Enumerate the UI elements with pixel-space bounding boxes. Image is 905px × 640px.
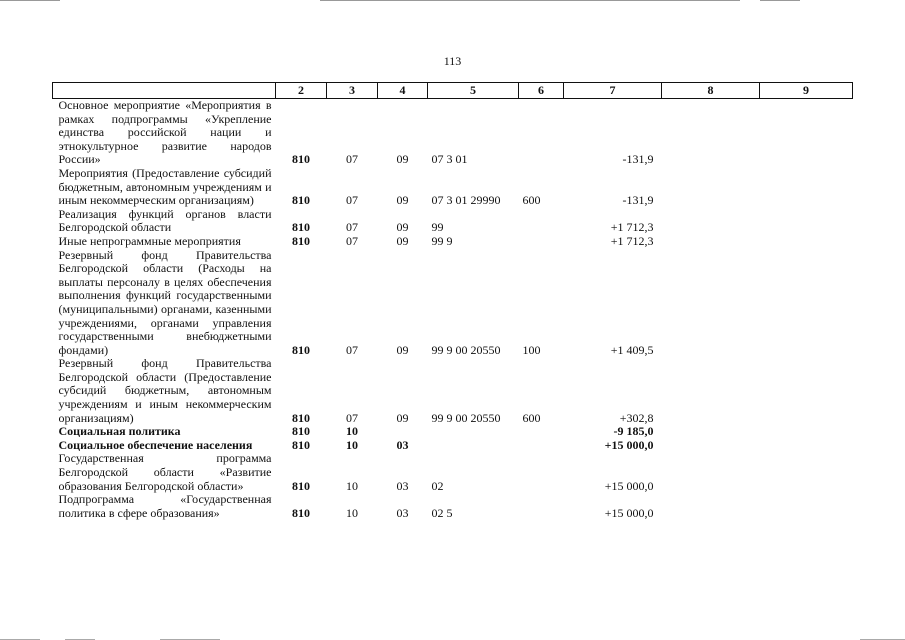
table-body [53, 99, 853, 521]
table-header-row [53, 83, 853, 99]
row-col-9 [760, 439, 853, 453]
row-description: Государственная программа Белгородской области «Развитие образования Белгородской области» [58, 451, 272, 493]
header-cell: 9 [760, 83, 853, 99]
row-col-9 [760, 425, 853, 439]
table-row [53, 493, 853, 520]
row-section-code: 07 [346, 342, 358, 357]
table-row [53, 439, 853, 453]
table-row [53, 99, 853, 167]
row-ministry-code: 810 [292, 505, 310, 520]
row-section-code: 10 [346, 424, 358, 439]
row-description: Социальная политика [58, 424, 181, 439]
row-expense-type [519, 452, 564, 493]
row-amount: -9 185,0 [613, 424, 654, 439]
row-target-article: 07 3 01 [431, 152, 468, 167]
row-section-code: 10 [346, 505, 358, 520]
row-amount: +15 000,0 [604, 505, 654, 520]
row-amount: -131,9 [622, 193, 654, 208]
page-number: 113 [443, 54, 462, 68]
row-expense-type [519, 235, 564, 249]
table-row [53, 235, 853, 249]
row-ministry-code: 810 [292, 478, 310, 493]
header-cell: 4 [378, 83, 428, 99]
row-subsection-code: 09 [396, 220, 409, 235]
row-amount: +15 000,0 [604, 437, 654, 452]
row-amount: +1 712,3 [610, 233, 654, 248]
row-col-8 [662, 493, 760, 520]
row-target-article: 99 9 00 20550 [431, 410, 501, 425]
row-ministry-code: 810 [292, 410, 310, 425]
row-col-8 [662, 249, 760, 358]
row-expense-type: 600 [522, 410, 541, 425]
row-section-code: 07 [346, 220, 358, 235]
row-col-9 [760, 493, 853, 520]
row-expense-type [519, 208, 564, 235]
row-ministry-code: 810 [292, 424, 310, 439]
row-subsection-code: 03 [396, 478, 409, 493]
row-amount: +1 712,3 [610, 220, 654, 235]
row-subsection-code: 09 [396, 193, 409, 208]
row-subsection-code: 09 [396, 342, 409, 357]
row-col-8 [662, 452, 760, 493]
row-ministry-code: 810 [292, 152, 310, 167]
row-ministry-code: 810 [292, 193, 310, 208]
row-col-9 [760, 99, 853, 167]
row-expense-type [519, 99, 564, 167]
row-target-article: 99 [431, 220, 444, 235]
row-section-code: 07 [346, 410, 358, 425]
row-subsection-code: 09 [396, 410, 409, 425]
header-cell: 3 [327, 83, 378, 99]
row-target-article: 99 9 00 20550 [431, 342, 501, 357]
header-cell: 6 [519, 83, 564, 99]
row-section-code: 10 [346, 437, 358, 452]
row-target-article: 99 9 [431, 233, 453, 248]
row-amount: +302,8 [619, 410, 654, 425]
table-row [53, 425, 853, 439]
row-subsection-code [378, 425, 428, 439]
budget-table-container [52, 82, 852, 520]
row-col-8 [662, 357, 760, 425]
row-target-article: 07 3 01 29990 [431, 193, 501, 208]
row-col-9 [760, 249, 853, 358]
header-cell: 2 [276, 83, 327, 99]
row-ministry-code: 810 [292, 437, 310, 452]
row-target-article [428, 425, 519, 439]
header-cell: 5 [428, 83, 519, 99]
row-description: Резервный фонд Правительства Белгородской области (Расходы на выплаты персоналу в целях обеспечения выполнения функций государственными (муниципальными) органами, казенными учреждениями, органами управления государственными внебюджетными фондами) [58, 247, 272, 357]
row-expense-type [519, 493, 564, 520]
scan-top-edge [0, 0, 905, 3]
row-description: Мероприятия (Предоставление субсидий бюджетным, автономным учреждениям и иным некоммерческим организациям) [58, 165, 272, 208]
row-description: Социальное обеспечение населения [58, 437, 253, 452]
row-col-9 [760, 208, 853, 235]
header-cell [53, 83, 276, 99]
row-description: Подпрограмма «Государственная политика в сфере образования» [58, 492, 272, 520]
row-ministry-code: 810 [292, 342, 310, 357]
row-amount: +15 000,0 [604, 478, 654, 493]
header-cell: 8 [662, 83, 760, 99]
row-description: Основное мероприятие «Мероприятия в рамках подпрограммы «Укрепление единства российской нации и этнокультурное развитие народов России» [58, 98, 272, 167]
row-col-8 [662, 99, 760, 167]
row-section-code: 07 [346, 233, 358, 248]
row-col-8 [662, 208, 760, 235]
row-subsection-code: 03 [396, 505, 409, 520]
row-expense-type [519, 439, 564, 453]
row-subsection-code: 03 [396, 437, 409, 452]
row-col-9 [760, 235, 853, 249]
table-row [53, 452, 853, 493]
row-expense-type [519, 425, 564, 439]
row-description: Резервный фонд Правительства Белгородской области (Предоставление субсидий бюджетным, автономным учреждениям и иным некоммерческим организациям) [58, 356, 272, 425]
row-col-9 [760, 452, 853, 493]
row-col-8 [662, 235, 760, 249]
row-subsection-code: 09 [396, 152, 409, 167]
row-ministry-code: 810 [292, 233, 310, 248]
row-subsection-code: 09 [396, 233, 409, 248]
header-cell: 7 [564, 83, 662, 99]
row-section-code: 07 [346, 193, 358, 208]
row-col-9 [760, 167, 853, 208]
table-row [53, 167, 853, 208]
row-col-8 [662, 167, 760, 208]
row-ministry-code: 810 [292, 220, 310, 235]
row-expense-type: 100 [522, 342, 541, 357]
row-description: Реализация функций органов власти Белгородской области [58, 206, 272, 235]
row-section-code: 10 [346, 478, 358, 493]
table-row [53, 249, 853, 358]
budget-table [52, 82, 853, 520]
row-target-article [428, 439, 519, 453]
row-target-article: 02 5 [431, 505, 453, 520]
row-col-8 [662, 425, 760, 439]
table-row [53, 357, 853, 425]
row-description: Иные непрограммные мероприятия [58, 233, 241, 248]
row-col-8 [662, 439, 760, 453]
row-target-article: 02 [431, 478, 444, 493]
row-expense-type: 600 [522, 193, 541, 208]
row-section-code: 07 [346, 152, 358, 167]
table-row [53, 208, 853, 235]
row-amount: +1 409,5 [610, 342, 654, 357]
row-amount: -131,9 [622, 152, 654, 167]
row-col-9 [760, 357, 853, 425]
